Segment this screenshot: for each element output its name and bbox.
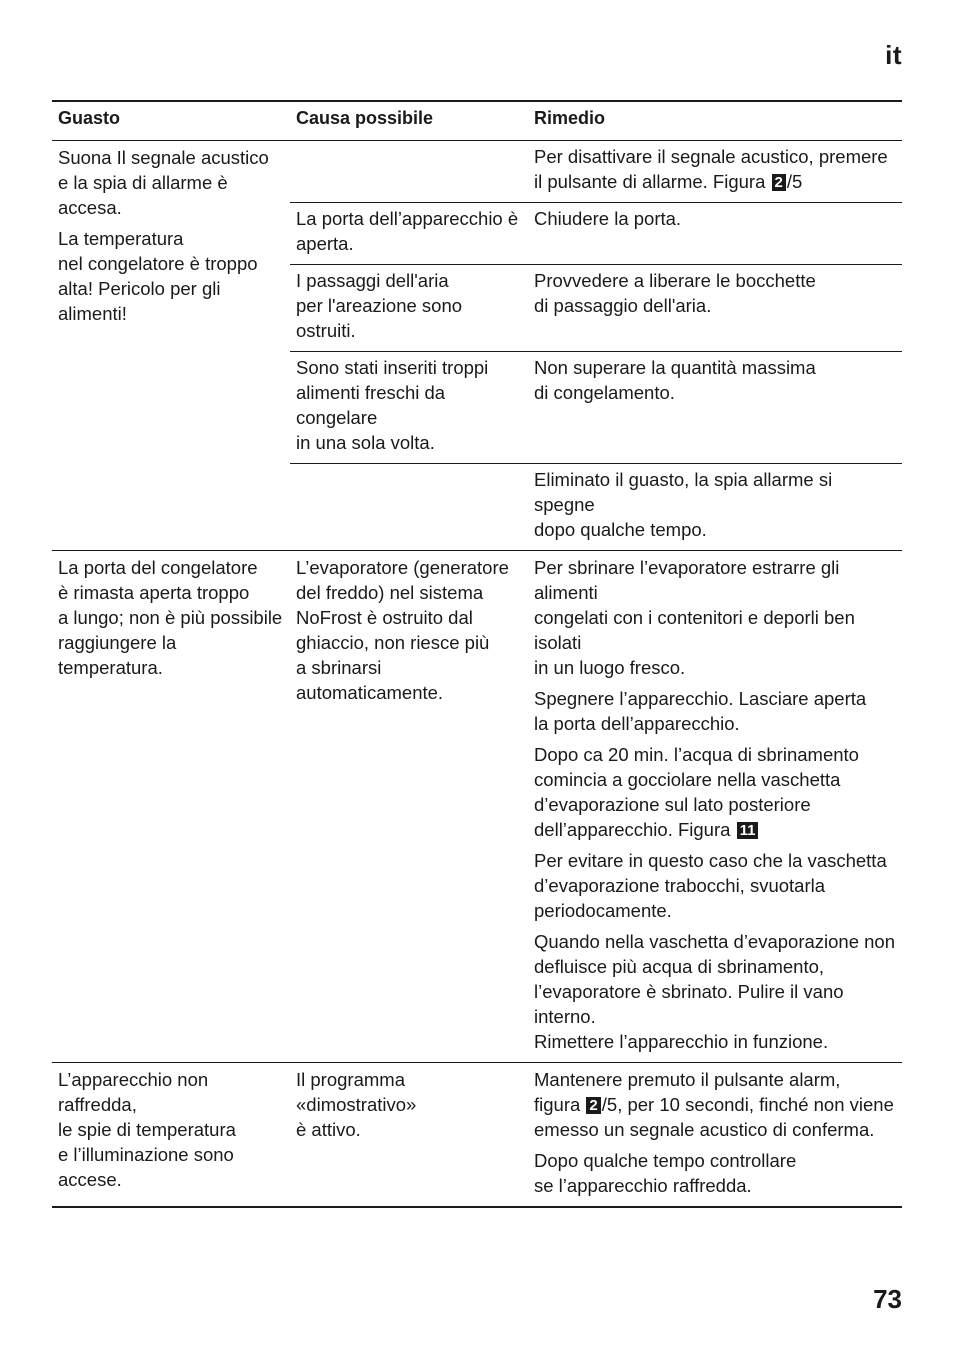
subrow [290, 141, 902, 202]
page-number: 73 [873, 1284, 902, 1314]
troubleshooting-table [52, 100, 902, 1208]
column-header-fault: Guasto [58, 108, 121, 128]
fault-cell [52, 141, 290, 550]
remedy-cell: Provvedere a liberare le bocchette di passaggio dell'aria. [534, 270, 816, 316]
column-header-cause: Causa possibile [296, 108, 434, 128]
fault-cell: L’apparecchio non raffredda, le spie di temperatura e l’illuminazione sono accese. [58, 1069, 236, 1190]
cause-cell: La porta dell’apparecchio è aperta. [296, 208, 519, 254]
table-header-row [52, 102, 902, 141]
subrow [290, 202, 902, 264]
fault-text: La temperatura nel congelatore è troppo alta! Pericolo per gli alimenti! [58, 228, 258, 324]
remedy-text: Per evitare in questo caso che la vaschetta d’evaporazione trabocchi, svuotarla periodocamente. [534, 850, 887, 921]
figure-ref-badge: 11 [737, 822, 759, 839]
subrow [290, 264, 902, 351]
cause-cell: Sono stati inseriti troppi alimenti freschi da congelare in una sola volta. [296, 357, 489, 453]
remedy-cell: Chiudere la porta. [534, 208, 682, 229]
remedy-cell [528, 1063, 902, 1206]
remedy-text: Dopo ca 20 min. l’acqua di sbrinamento comincia a gocciolare nella vaschetta d’evaporazione sul lato posteriore dell’apparecchio. Figura 11 [534, 744, 859, 840]
remedy-text: Per disattivare il segnale acustico, premere il pulsante di allarme. Figura 2 /5 [534, 146, 888, 192]
fault-text: Suona Il segnale acustico e la spia di allarme è accesa. [58, 147, 269, 218]
remedy-text: Per sbrinare l’evaporatore estrarre gli alimenti congelati con i contenitori e deporli ben isolati in un luogo fresco. [534, 557, 855, 678]
cause-cell: I passaggi dell'aria per l'areazione sono ostruiti. [296, 270, 463, 341]
remedy-cell: Non superare la quantità massima di congelamento. [534, 357, 816, 403]
cause-cell [290, 464, 528, 550]
language-code: it [885, 40, 902, 70]
cause-cell: Il programma «dimostrativo» è attivo. [296, 1069, 417, 1140]
remedy-cell: Eliminato il guasto, la spia allarme si spegne dopo qualche tempo. [534, 469, 833, 540]
remedy-cell [528, 551, 902, 1062]
column-header-remedy: Rimedio [534, 108, 606, 128]
fault-cell: La porta del congelatore è rimasta aperta troppo a lungo; non è più possibile raggiungere la temperatura. [58, 557, 283, 678]
table-row [52, 141, 902, 551]
subrow-stack [290, 141, 902, 550]
figure-ref-badge: 2 [772, 174, 786, 191]
table-row [52, 551, 902, 1063]
table-row [52, 1063, 902, 1208]
figure-ref-badge: 2 [586, 1097, 600, 1114]
subrow [290, 351, 902, 463]
remedy-text: Quando nella vaschetta d’evaporazione non defluisce più acqua di sbrinamento, l’evaporatore è sbrinato. Pulire il vano interno. Rimettere l’apparecchio in funzione. [534, 931, 896, 1052]
remedy-text: Dopo qualche tempo controllare se l’apparecchio raffredda. [534, 1150, 797, 1196]
cause-cell [290, 141, 528, 202]
remedy-text: Spegnere l’apparecchio. Lasciare aperta la porta dell’apparecchio. [534, 688, 867, 734]
remedy-cell [528, 141, 902, 202]
cause-cell: L’evaporatore (generatore del freddo) nel sistema NoFrost è ostruito dal ghiaccio, non riesce più a sbrinarsi automaticamente. [296, 557, 509, 703]
subrow [290, 463, 902, 550]
remedy-text: Mantenere premuto il pulsante alarm, figura 2 /5, per 10 secondi, finché non viene emesso un segnale acustico di conferma. [534, 1069, 894, 1140]
